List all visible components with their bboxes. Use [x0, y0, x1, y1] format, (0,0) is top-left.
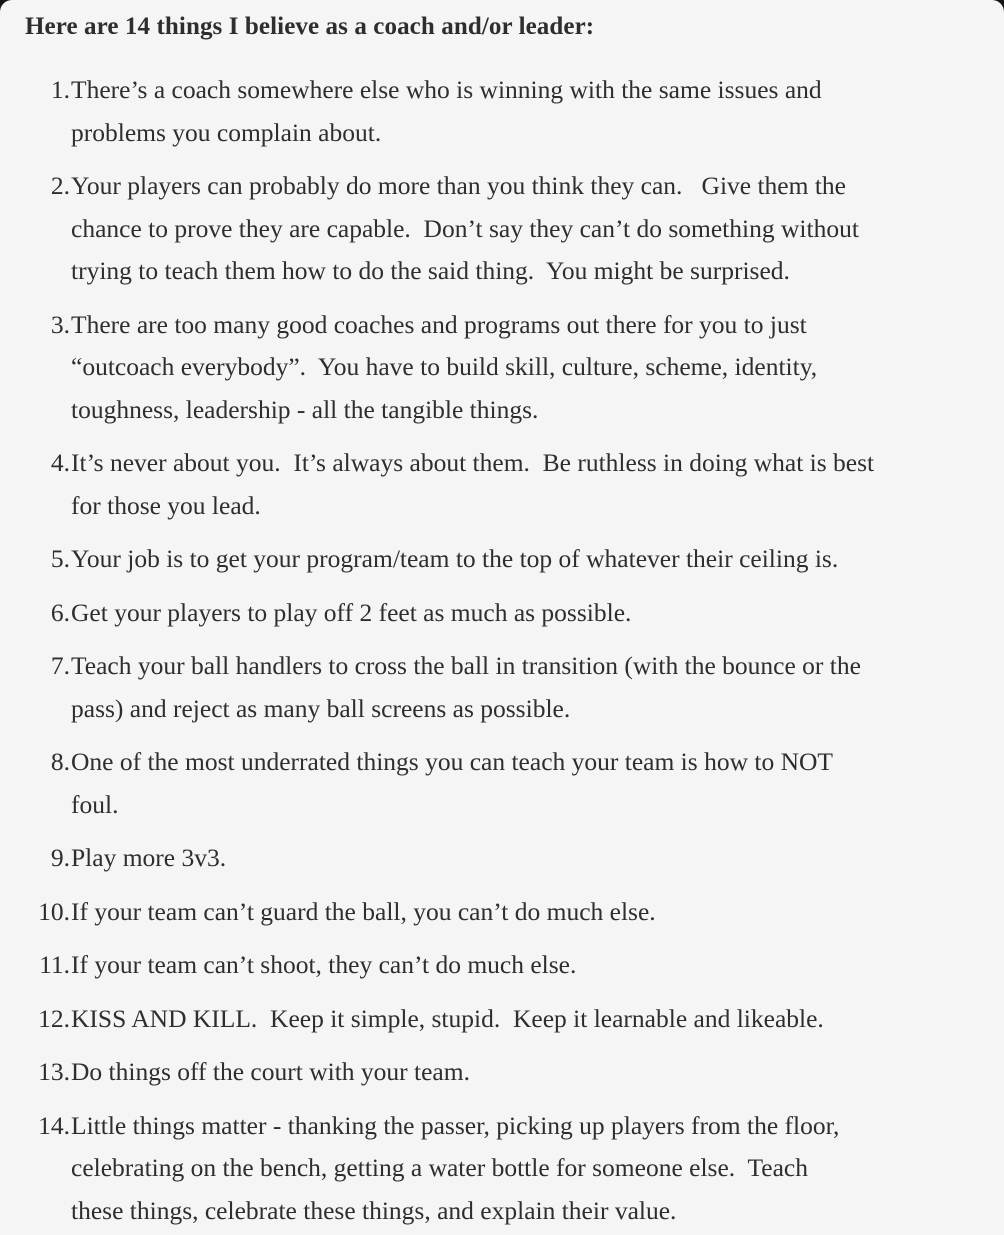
list-item-text: [71, 165, 971, 293]
list-item: [24, 442, 1004, 527]
list-item: [24, 592, 1004, 635]
list-item-line: There are too many good coaches and programs out there for you to just: [71, 309, 807, 339]
list-item: [24, 1051, 1004, 1094]
list-item-text: [71, 837, 971, 880]
list-item-line: problems you complain about.: [71, 117, 382, 147]
list-item-number: 8.: [50, 747, 70, 776]
list-item-line: celebrating on the bench, getting a water bottle for someone else. Teach: [71, 1153, 808, 1182]
list-item-text: [71, 1105, 971, 1233]
list-item-line: “outcoach everybody”. You have to build skill, culture, scheme, identity,: [71, 352, 818, 381]
list-item: [24, 538, 1004, 581]
list-item-line: toughness, leadership - all the tangible things.: [71, 394, 539, 424]
list-item: [24, 1105, 1004, 1233]
list-item-number: 13.: [38, 1057, 70, 1086]
list-item-number: 1.: [50, 75, 70, 104]
list-item-line: If your team can’t shoot, they can’t do much else.: [71, 950, 577, 979]
list-item-line: Little things matter - thanking the passer, picking up players from the floor,: [71, 1110, 840, 1140]
list-item-number: 12.: [38, 1003, 70, 1033]
list-item-line: Your job is to get your program/team to the top of whatever their ceiling is.: [71, 544, 839, 573]
list-item-text: [71, 304, 971, 432]
list-item-line: Teach your ball handlers to cross the ball in transition (with the bounce or the: [71, 651, 861, 680]
list-item-text: [71, 944, 971, 987]
list-item: [24, 645, 1004, 730]
list-heading: Here are 14 things I believe as a coach and/or leader:: [25, 13, 595, 40]
list-item-text: [71, 891, 971, 934]
list-item-line: Do things off the court with your team.: [71, 1057, 470, 1086]
list-item: [24, 165, 1004, 293]
list-item: [24, 304, 1004, 432]
list-item-number: 3.: [50, 309, 70, 339]
list-item: [24, 944, 1004, 987]
list-item-line: trying to teach them how to do the said thing. You might be surprised.: [71, 256, 790, 285]
list-item-number: 4.: [50, 448, 70, 477]
list-item: [24, 891, 1004, 934]
list-item-line: If your team can’t guard the ball, you can’t do much else.: [71, 896, 656, 926]
list-item-number: 5.: [50, 544, 70, 573]
list-item-line: for those you lead.: [71, 490, 261, 520]
list-item: [24, 741, 1004, 826]
list-item-text: [71, 69, 971, 154]
list-item-number: 6.: [50, 597, 70, 627]
list-item: [24, 837, 1004, 880]
list-item-number: 11.: [39, 950, 70, 979]
list-item-line: Get your players to play off 2 feet as much as possible.: [71, 597, 632, 627]
list-item-line: Your players can probably do more than you think they can. Give them the: [71, 171, 846, 200]
list-item-text: [71, 538, 971, 581]
list-item-text: [71, 645, 971, 730]
list-item-line: these things, celebrate these things, and explain their value.: [71, 1195, 677, 1225]
list-item-line: Play more 3v3.: [71, 843, 227, 872]
list-item-line: foul.: [71, 789, 119, 819]
list-item-number: 7.: [50, 651, 70, 680]
list-item-number: 2.: [50, 171, 70, 200]
list-item-line: KISS AND KILL. Keep it simple, stupid. Keep it learnable and likeable.: [71, 1003, 824, 1033]
list-item-text: [71, 998, 971, 1041]
list-item-number: 10.: [38, 896, 70, 926]
list-item-line: pass) and reject as many ball screens as possible.: [71, 693, 571, 723]
list-item-text: [71, 442, 971, 527]
list-item-text: [71, 741, 971, 826]
list-item-line: One of the most underrated things you can teach your team is how to NOT: [71, 747, 833, 776]
list-item-text: [71, 592, 971, 635]
beliefs-list: [24, 69, 1004, 1232]
list-item: [24, 998, 1004, 1041]
list-item-line: It’s never about you. It’s always about them. Be ruthless in doing what is best: [71, 448, 875, 477]
list-item-line: chance to prove they are capable. Don’t say they can’t do something without: [71, 213, 859, 243]
list-item: [24, 69, 1004, 154]
list-item-line: There’s a coach somewhere else who is winning with the same issues and: [71, 75, 822, 104]
list-item-number: 14.: [38, 1110, 70, 1140]
list-item-text: [71, 1051, 971, 1094]
list-item-number: 9.: [50, 843, 70, 872]
